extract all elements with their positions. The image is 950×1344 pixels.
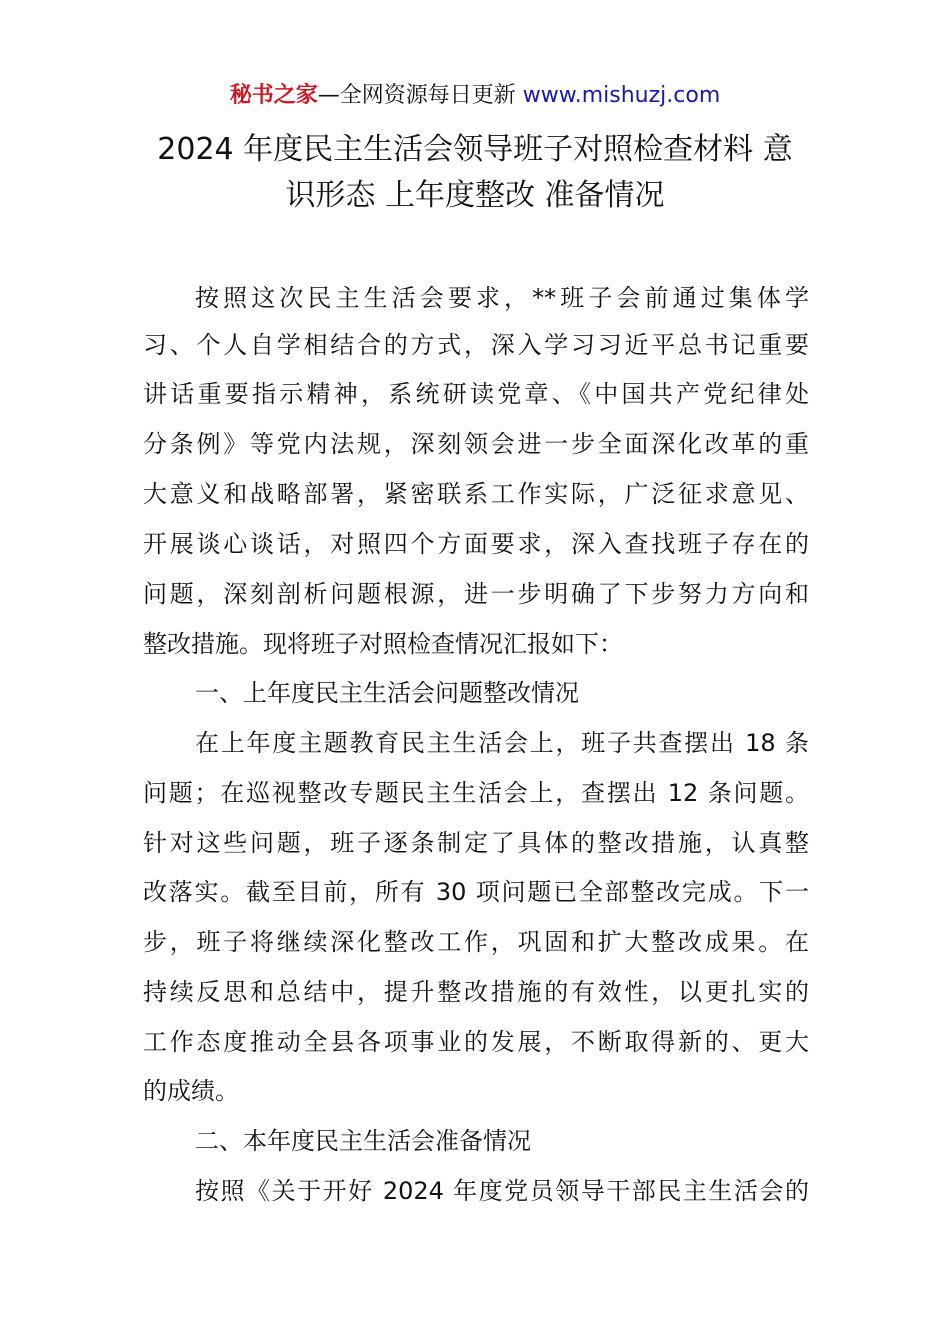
body-line: 的成绩。 [143, 1077, 239, 1105]
banner-tagline: —全网资源每日更新 [317, 83, 516, 108]
body-line: 按照《关于开好 2024 年度党员领导干部民主生活会的 [195, 1177, 809, 1205]
body-line: 大意义和战略部署，紧密联系工作实际，广泛征求意见、 [143, 480, 809, 508]
body-line: 分条例》等党内法规，深刻领会进一步全面深化改革的重 [143, 430, 809, 458]
document-title-line-1: 2024 年度民主生活会领导班子对照检查材料 意 [157, 132, 793, 167]
site-banner [0, 80, 950, 112]
body-line: 工作态度推动全县各项事业的发展，不断取得新的、更大 [143, 1028, 809, 1056]
body-line: 步，班子将继续深化整改工作，巩固和扩大整改成果。在 [143, 928, 809, 956]
body-line: 讲话重要指示精神，系统研读党章、《中国共产党纪律处 [143, 380, 809, 408]
brand-name: 秘书之家 [229, 83, 318, 108]
body-line: 在上年度主题教育民主生活会上，班子共查摆出 18 条 [195, 729, 809, 757]
body-line: 问题，深刻剖析问题根源，进一步明确了下步努力方向和 [143, 580, 809, 608]
section-heading-2: 二、本年度民主生活会准备情况 [195, 1127, 531, 1155]
body-line: 改落实。截至目前，所有 30 项问题已全部整改完成。下一 [143, 878, 809, 906]
body-line: 习、个人自学相结合的方式，深入学习习近平总书记重要 [143, 331, 809, 359]
document-title-line-2: 识形态 上年度整改 准备情况 [285, 178, 665, 213]
body-line: 问题；在巡视整改专题民主生活会上，查摆出 12 条问题。 [143, 779, 809, 807]
body-line: 持续反思和总结中，提升整改措施的有效性，以更扎实的 [143, 978, 809, 1006]
section-heading-1: 一、上年度民主生活会问题整改情况 [195, 679, 579, 707]
body-line: 整改措施。现将班子对照检查情况汇报如下： [143, 630, 623, 658]
body-line: 针对这些问题，班子逐条制定了具体的整改措施，认真整 [143, 829, 809, 857]
body-line: 按照这次民主生活会要求，**班子会前通过集体学 [195, 284, 809, 312]
body-line: 开展谈心谈话，对照四个方面要求，深入查找班子存在的 [143, 530, 809, 558]
site-url-link[interactable]: www.mishuzj.com [522, 83, 721, 108]
